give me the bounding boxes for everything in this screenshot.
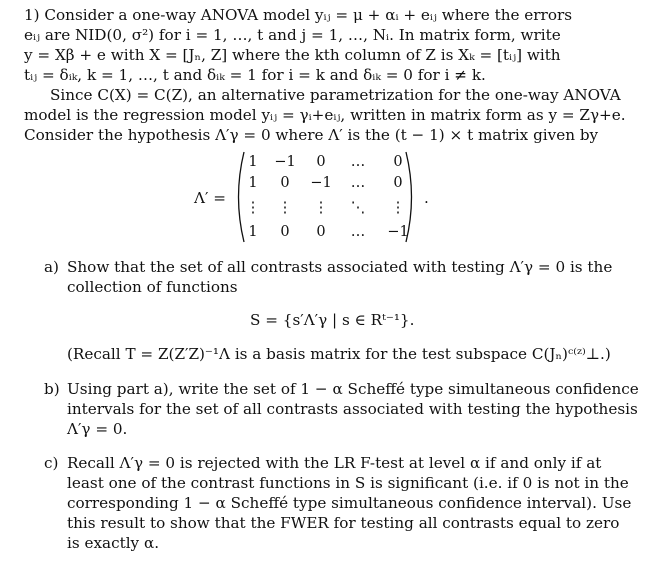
matrix-label: Λ′ = xyxy=(194,189,226,207)
part-c-line-1: Recall Λ′γ = 0 is rejected with the LR F-test at level α if and only if at xyxy=(67,454,602,472)
matrix-cell: … xyxy=(350,175,366,191)
intro-line-2: eᵢⱼ are NID(0, σ²) for i = 1, …, t and j = 1, …, Nᵢ. In matrix form, write xyxy=(24,26,561,44)
part-c-line-3: corresponding 1 − α Scheffé type simultaneous confidence interval). Use xyxy=(67,494,632,512)
part-c-label: c) xyxy=(44,454,59,472)
recall-note: (Recall T = Z(Z′Z)⁻¹Λ is a basis matrix for the test subspace C(Jₙ)ᶜ⁽ᶻ⁾⊥.) xyxy=(67,345,611,363)
matrix-cell: 1 xyxy=(248,175,258,191)
part-a-line-2: collection of functions xyxy=(67,278,238,296)
matrix-period: . xyxy=(424,189,429,207)
intro-line-3: y = Xβ + e with X = [Jₙ, Z] where the kth column of Z is Xₖ = [tᵢⱼ] with xyxy=(24,46,561,64)
part-b-line-1: Using part a), write the set of 1 − α Scheffé type simultaneous confidence xyxy=(67,380,639,398)
matrix-cell: 1 xyxy=(248,224,258,240)
matrix-cell: 1 xyxy=(248,154,258,170)
intro-line-1: 1) Consider a one-way ANOVA model yᵢⱼ = μ + αᵢ + eᵢⱼ where the errors xyxy=(24,6,573,24)
matrix-cell: 0 xyxy=(280,175,290,191)
part-a-label: a) xyxy=(44,258,59,276)
reparam-line-3: Consider the hypothesis Λ′γ = 0 where Λ′ is the (t − 1) × t matrix given by xyxy=(24,126,599,144)
matrix-cell: ⋮ xyxy=(245,200,261,216)
part-b-line-3: Λ′γ = 0. xyxy=(67,420,128,438)
matrix-cell: … xyxy=(350,224,366,240)
part-b-line-2: intervals for the set of all contrasts associated with testing the hypothesis xyxy=(67,400,638,418)
matrix-cell: 0 xyxy=(316,154,326,170)
part-b-label: b) xyxy=(44,380,60,398)
matrix-cell: 0 xyxy=(393,154,403,170)
matrix-cell: ⋱ xyxy=(350,200,366,216)
reparam-line-1: Since C(X) = C(Z), an alternative parametrization for the one-way ANOVA xyxy=(50,86,621,104)
part-c-line-2: least one of the contrast functions in S is significant (i.e. if 0 is not in the xyxy=(67,474,629,492)
part-c-line-5: is exactly α. xyxy=(67,534,160,552)
intro-line-4: tᵢⱼ = δᵢₖ, k = 1, …, t and δᵢₖ = 1 for i = k and δᵢₖ = 0 for i ≠ k. xyxy=(24,66,486,84)
part-a-line-1: Show that the set of all contrasts associated with testing Λ′γ = 0 is the xyxy=(67,258,613,276)
reparam-line-2: model is the regression model yᵢⱼ = γᵢ+eᵢⱼ, written in matrix form as y = Zγ+e. xyxy=(24,106,626,124)
matrix-cell: −1 xyxy=(387,224,409,240)
matrix-cell: −1 xyxy=(310,175,332,191)
part-c-line-4: this result to show that the FWER for testing all contrasts equal to zero xyxy=(67,514,620,532)
matrix-cell: ⋮ xyxy=(313,200,329,216)
matrix-cell: 0 xyxy=(280,224,290,240)
matrix-cell: −1 xyxy=(274,154,296,170)
matrix-cell: ⋮ xyxy=(277,200,293,216)
contrast-set-display: S = {s′Λ′γ | s ∈ Rᵗ⁻¹}. xyxy=(250,311,415,329)
matrix-cell: 0 xyxy=(316,224,326,240)
matrix-cell: 0 xyxy=(393,175,403,191)
matrix-cell: ⋮ xyxy=(390,200,406,216)
matrix-cell: … xyxy=(350,154,366,170)
